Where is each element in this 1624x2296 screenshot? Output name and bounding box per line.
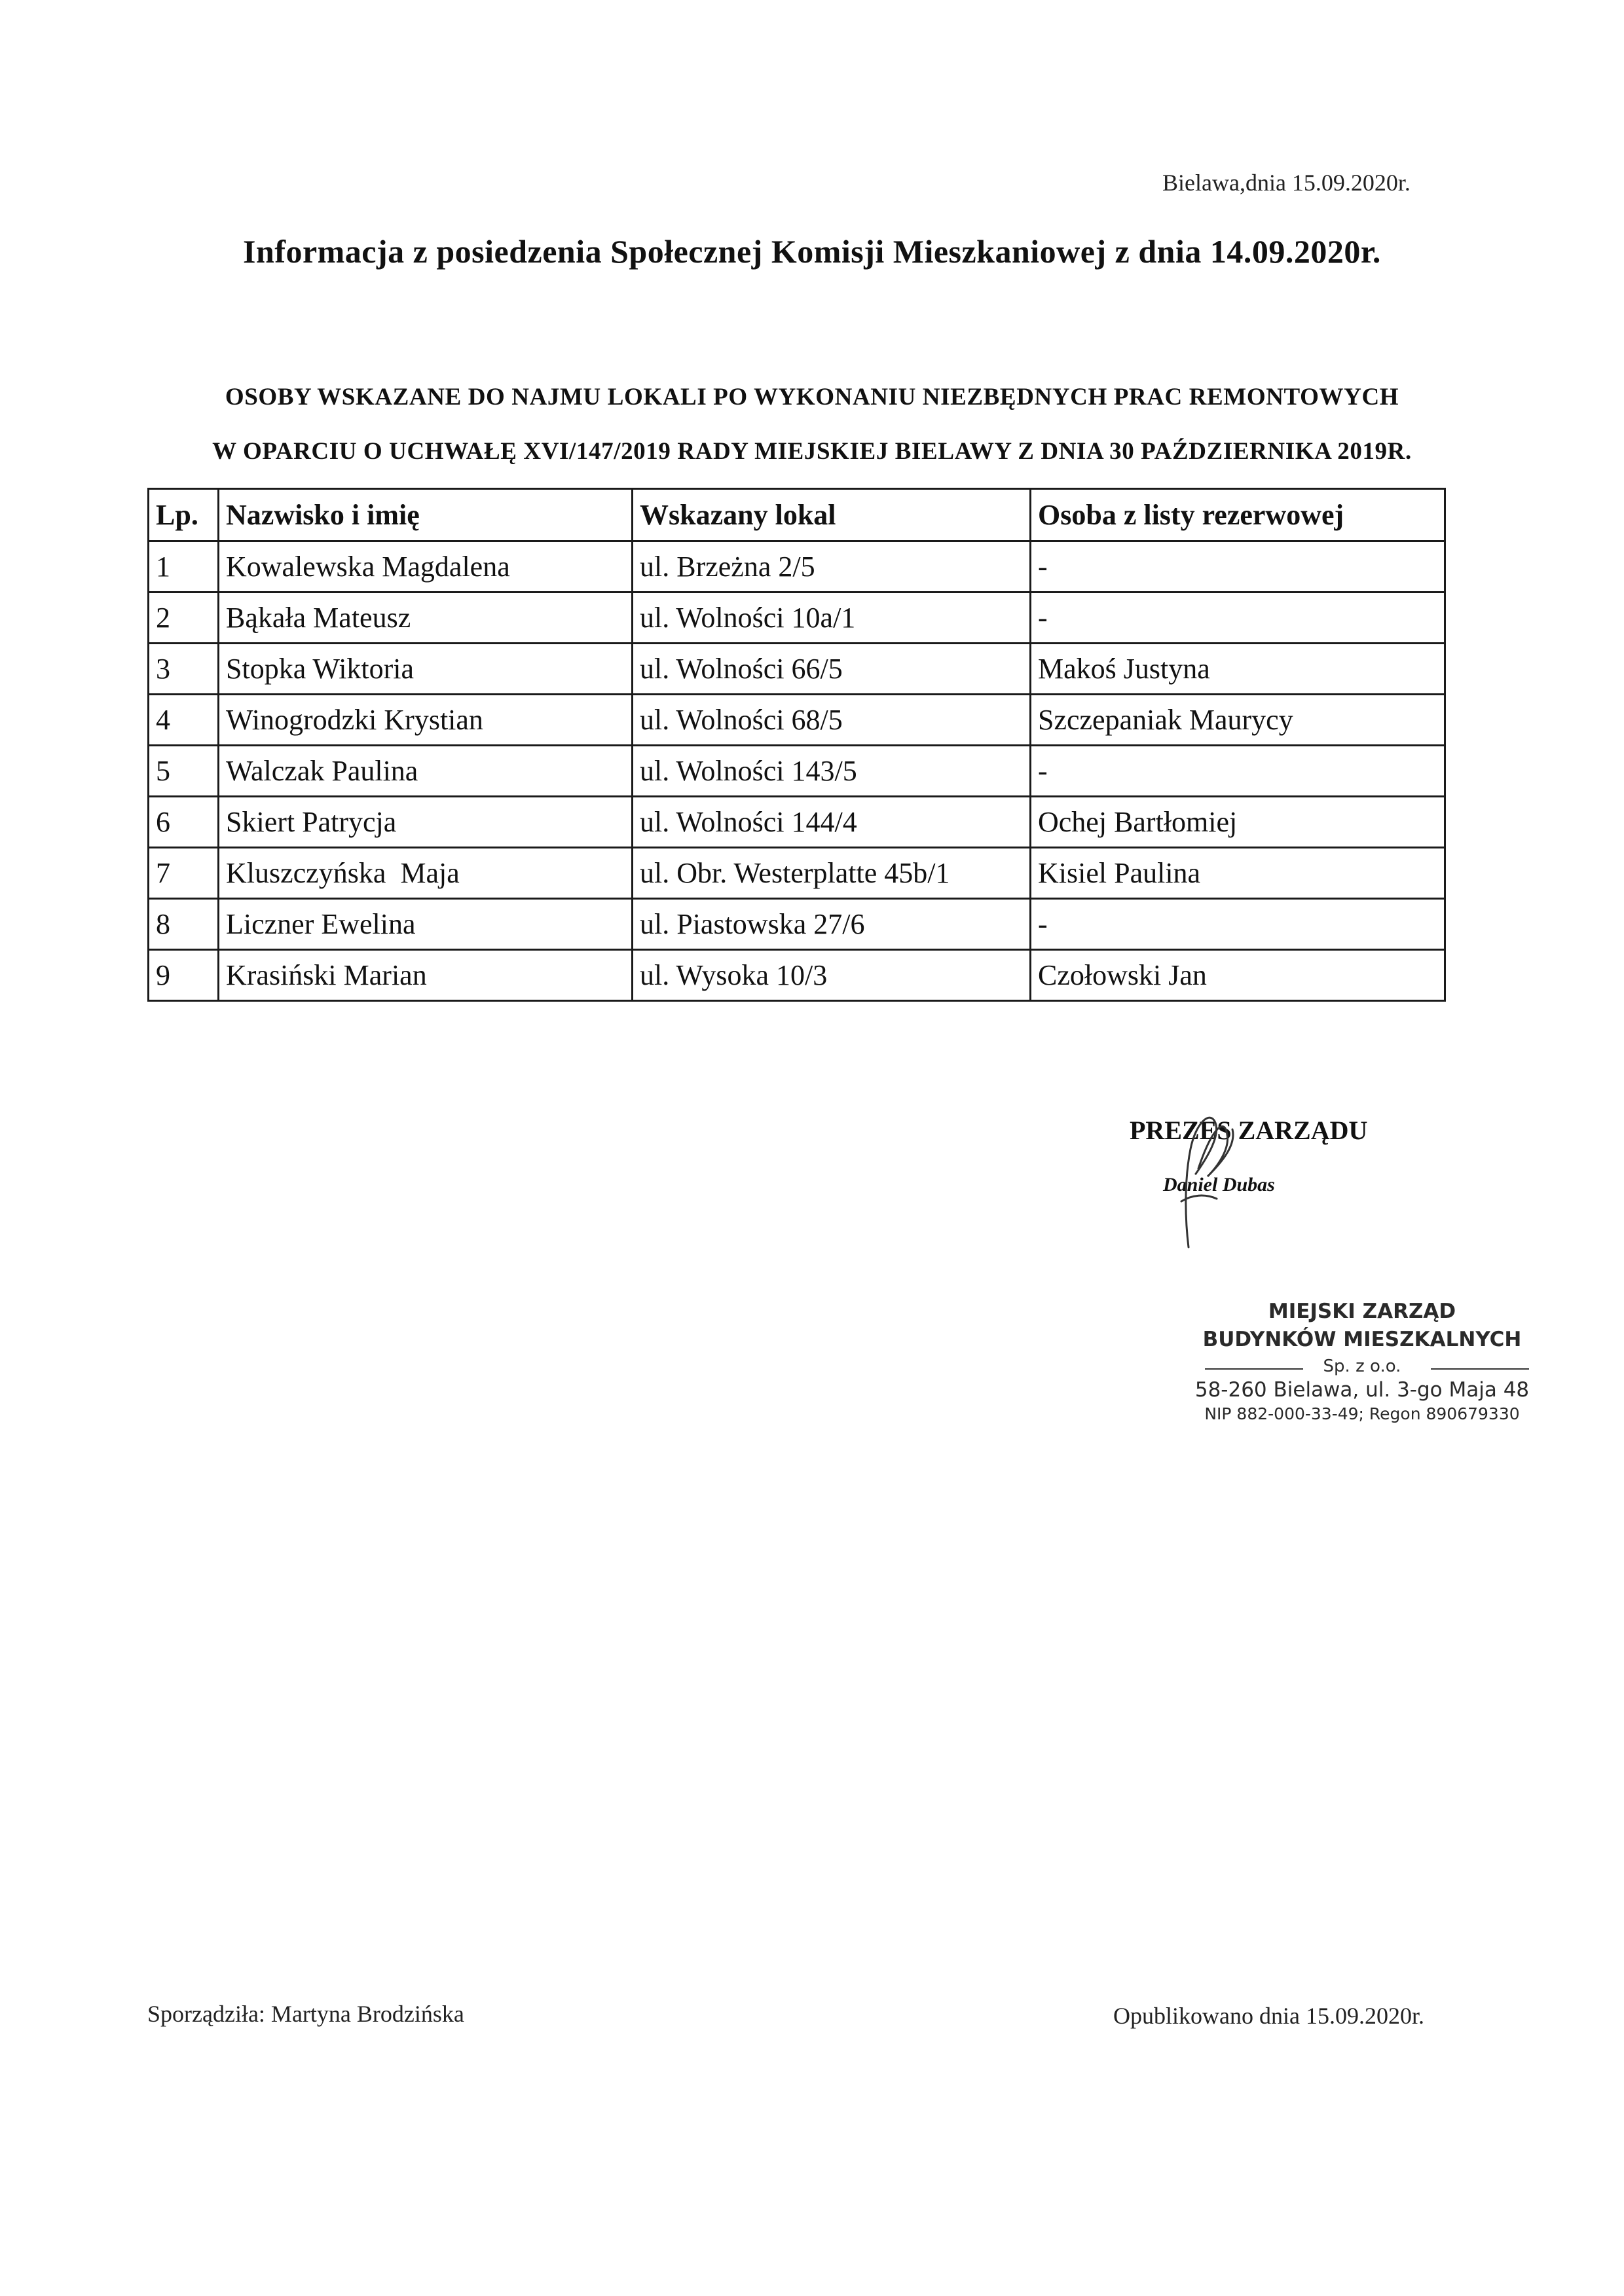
header-reserve-person: Osoba z listy rezerwowej [1031,489,1445,541]
cell-reserve: Kisiel Paulina [1031,848,1445,899]
cell-lp: 2 [149,592,219,644]
signature-title: PREZES ZARZĄDU [1130,1116,1368,1145]
stamp-line-3: Sp. z o.o. [1323,1357,1401,1376]
table-row [149,644,1445,695]
cell-name: Walczak Paulina [219,746,633,797]
cell-name: Kluszczyńska Maja [219,848,633,899]
table-row [149,541,1445,592]
cell-name: Stopka Wiktoria [219,644,633,695]
cell-premises: ul. Wolności 66/5 [633,644,1031,695]
cell-lp: 3 [149,644,219,695]
cell-lp: 4 [149,695,219,746]
cell-premises: ul. Piastowska 27/6 [633,899,1031,950]
stamp-line-2: BUDYNKÓW MIESZKALNYCH [1202,1328,1522,1351]
stamp-line-5: NIP 882-000-33-49; Regon 890679330 [1204,1404,1520,1423]
stamp-line-4: 58-260 Bielawa, ul. 3-go Maja 48 [1194,1378,1530,1402]
cell-premises: ul. Wolności 68/5 [633,695,1031,746]
cell-reserve: Ochej Bartłomiej [1031,797,1445,848]
handwritten-signature [1159,1103,1244,1254]
table-row [149,899,1445,950]
cell-lp: 8 [149,899,219,950]
cell-reserve: - [1031,541,1445,592]
cell-premises: ul. Obr. Westerplatte 45b/1 [633,848,1031,899]
cell-name: Bąkała Mateusz [219,592,633,644]
document-title: Informacja z posiedzenia Społecznej Komisji Mieszkaniowej z dnia 14.09.2020r. [243,233,1381,270]
cell-reserve: Czołowski Jan [1031,950,1445,1001]
table-row [149,797,1445,848]
prepared-by: Sporządziła: Martyna Brodzińska [147,2001,464,2027]
table-row [149,695,1445,746]
table-row [149,848,1445,899]
header-premises: Wskazany lokal [633,489,1031,541]
subtitle-line-1: OSOBY WSKAZANE DO NAJMU LOKALI PO WYKONANIU NIEZBĘDNYCH PRAC REMONTOWYCH [225,384,1399,410]
cell-reserve: - [1031,592,1445,644]
cell-name: Skiert Patrycja [219,797,633,848]
cell-name: Krasiński Marian [219,950,633,1001]
published-date: Opublikowano dnia 15.09.2020r. [1113,2003,1424,2029]
cell-premises: ul. Wysoka 10/3 [633,950,1031,1001]
table-header-row [149,489,1445,541]
signature-name: Daniel Dubas [1163,1174,1275,1195]
subtitle-line-2: W OPARCIU O UCHWAŁĘ XVI/147/2019 RADY MIEJSKIEJ BIELAWY Z DNIA 30 PAŹDZIERNIKA 2019R. [212,438,1412,465]
cell-lp: 9 [149,950,219,1001]
table-row [149,746,1445,797]
cell-name: Liczner Ewelina [219,899,633,950]
header-lp: Lp. [149,489,219,541]
cell-lp: 5 [149,746,219,797]
table-row [149,950,1445,1001]
cell-lp: 7 [149,848,219,899]
stamp-divider-right [1431,1368,1529,1370]
place-date: Bielawa,dnia 15.09.2020r. [1162,170,1411,196]
stamp-line-1: MIEJSKI ZARZĄD [1268,1300,1456,1323]
cell-premises: ul. Brzeżna 2/5 [633,541,1031,592]
cell-name: Kowalewska Magdalena [219,541,633,592]
cell-premises: ul. Wolności 143/5 [633,746,1031,797]
cell-premises: ul. Wolności 144/4 [633,797,1031,848]
table-row [149,592,1445,644]
cell-lp: 1 [149,541,219,592]
cell-reserve: Szczepaniak Maurycy [1031,695,1445,746]
cell-premises: ul. Wolności 10a/1 [633,592,1031,644]
cell-name: Winogrodzki Krystian [219,695,633,746]
cell-reserve: Makoś Justyna [1031,644,1445,695]
cell-reserve: - [1031,899,1445,950]
cell-lp: 6 [149,797,219,848]
header-name: Nazwisko i imię [219,489,633,541]
results-table [147,488,1446,1002]
cell-reserve: - [1031,746,1445,797]
